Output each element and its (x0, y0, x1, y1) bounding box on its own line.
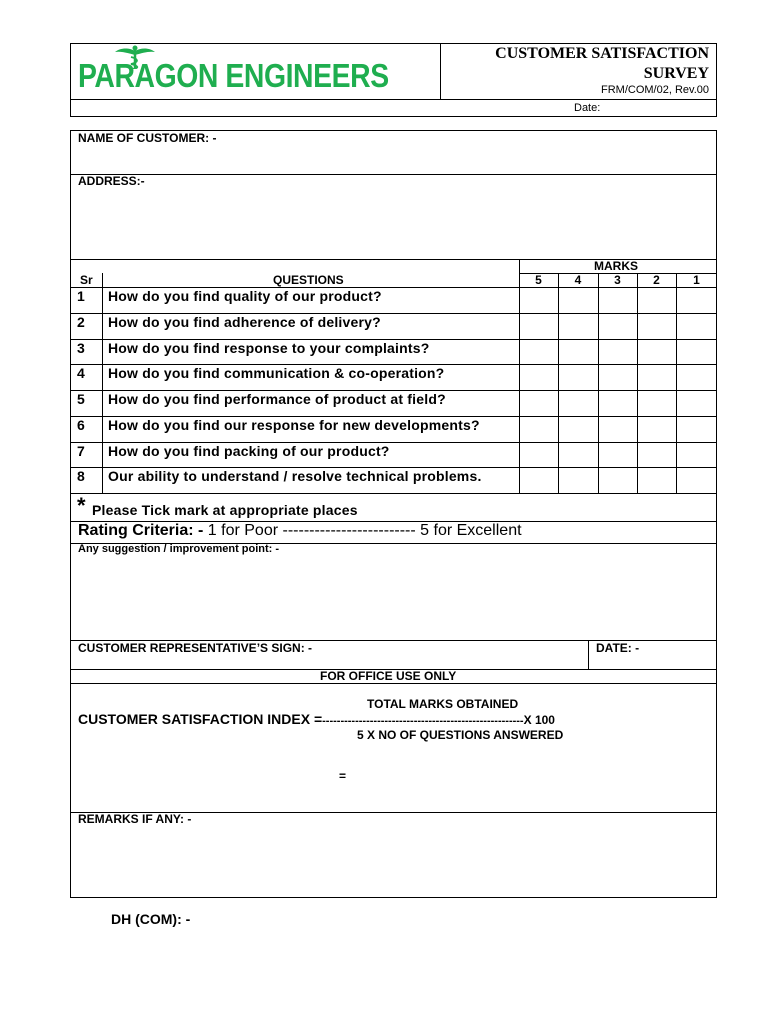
mark-checkbox-5[interactable] (519, 339, 558, 365)
mark-checkbox-4[interactable] (558, 339, 598, 365)
divider (102, 273, 103, 493)
rating-scale: 1 for Poor ------------------------- 5 for Excellent (207, 522, 522, 539)
mark-checkbox-3[interactable] (598, 287, 637, 313)
mark-checkbox-3[interactable] (598, 467, 637, 493)
mark-checkbox-2[interactable] (637, 416, 676, 442)
mark-checkbox-5[interactable] (519, 442, 558, 468)
question-text: How do you find quality of our product? (108, 288, 382, 304)
mark-checkbox-2[interactable] (637, 287, 676, 313)
mark-checkbox-2[interactable] (637, 339, 676, 365)
marks-column-header: 3 (614, 273, 621, 287)
mark-checkbox-1[interactable] (676, 313, 717, 339)
marks-column-header: 2 (653, 273, 660, 287)
mark-checkbox-4[interactable] (558, 390, 598, 416)
denominator-label: 5 X NO OF QUESTIONS ANSWERED (357, 728, 564, 742)
csi-dashes: ------------------------------------------------------- (322, 715, 524, 727)
mark-checkbox-5[interactable] (519, 416, 558, 442)
divider (588, 640, 589, 669)
rating-criteria (78, 522, 522, 540)
question-text: How do you find packing of our product? (108, 442, 390, 459)
header-date-row (70, 99, 717, 117)
question-text: How do you find performance of product at field? (108, 391, 446, 407)
doc-number: FRM/COM/02, Rev.00 (601, 84, 709, 96)
mark-checkbox-5[interactable] (519, 467, 558, 493)
question-sr: 7 (77, 442, 85, 459)
mark-checkbox-3[interactable] (598, 364, 637, 390)
mark-checkbox-4[interactable] (558, 313, 598, 339)
question-sr: 1 (77, 288, 85, 304)
mark-checkbox-3[interactable] (598, 416, 637, 442)
question-sr: 4 (77, 365, 85, 382)
mark-checkbox-4[interactable] (558, 287, 598, 313)
question-sr: 2 (77, 313, 85, 330)
mark-checkbox-5[interactable] (519, 287, 558, 313)
question-text: Our ability to understand / resolve technical problems. (108, 468, 482, 485)
remarks-label: REMARKS IF ANY: - (78, 812, 192, 826)
question-text: How do you find adherence of delivery? (108, 313, 381, 330)
mark-checkbox-2[interactable] (637, 467, 676, 493)
mark-checkbox-4[interactable] (558, 364, 598, 390)
dh-com-label: DH (COM): - (111, 911, 191, 927)
mark-checkbox-1[interactable] (676, 287, 717, 313)
question-text: How do you find our response for new developments? (108, 416, 480, 433)
date-sign-label: DATE: - (596, 641, 640, 655)
mark-checkbox-5[interactable] (519, 390, 558, 416)
mark-checkbox-4[interactable] (558, 442, 598, 468)
title-box (440, 43, 717, 100)
mark-checkbox-2[interactable] (637, 442, 676, 468)
row-divider (71, 493, 716, 494)
csi-multiplier: X 100 (523, 713, 555, 727)
question-sr: 8 (77, 468, 85, 485)
sr-header: Sr (80, 273, 93, 287)
question-text: How do you find communication & co-operation? (108, 365, 445, 382)
question-sr: 5 (77, 391, 85, 407)
survey-form (70, 130, 717, 898)
mark-checkbox-2[interactable] (637, 390, 676, 416)
marks-header: MARKS (594, 259, 638, 273)
question-sr: 6 (77, 416, 85, 433)
mark-checkbox-5[interactable] (519, 364, 558, 390)
equals-sign: = (339, 769, 347, 783)
tick-note: Please Tick mark at appropriate places (92, 502, 358, 518)
mark-checkbox-1[interactable] (676, 467, 717, 493)
divider (71, 174, 716, 175)
tick-star: * (77, 493, 86, 518)
mark-checkbox-1[interactable] (676, 364, 717, 390)
mark-checkbox-2[interactable] (637, 313, 676, 339)
marks-column-header: 4 (574, 273, 582, 287)
mark-checkbox-1[interactable] (676, 390, 717, 416)
mark-checkbox-1[interactable] (676, 416, 717, 442)
csi-formula (78, 711, 555, 729)
divider (71, 683, 716, 684)
question-sr: 3 (77, 339, 85, 356)
mark-checkbox-3[interactable] (598, 390, 637, 416)
marks-column-header: 1 (693, 273, 700, 287)
address-label: ADDRESS:- (78, 174, 145, 188)
mark-checkbox-4[interactable] (558, 467, 598, 493)
mark-checkbox-2[interactable] (637, 364, 676, 390)
mark-checkbox-3[interactable] (598, 339, 637, 365)
suggestion-label: Any suggestion / improvement point: - (78, 543, 280, 555)
mark-checkbox-4[interactable] (558, 416, 598, 442)
mark-checkbox-3[interactable] (598, 442, 637, 468)
total-marks-label: TOTAL MARKS OBTAINED (367, 697, 519, 711)
question-text: How do you find response to your complaints? (108, 339, 430, 356)
mark-checkbox-3[interactable] (598, 313, 637, 339)
questions-header: QUESTIONS (273, 273, 344, 287)
name-of-customer-label: NAME OF CUSTOMER: - (78, 131, 217, 145)
form-title: CUSTOMER SATISFACTION (495, 45, 709, 62)
marks-column-header: 5 (535, 273, 542, 287)
csi-label: CUSTOMER SATISFACTION INDEX = (78, 711, 323, 727)
company-logo (70, 43, 441, 100)
company-name: PARAGON ENGINEERS (78, 57, 389, 94)
mark-checkbox-1[interactable] (676, 442, 717, 468)
office-use-label: FOR OFFICE USE ONLY (320, 669, 457, 683)
mark-checkbox-5[interactable] (519, 313, 558, 339)
mark-checkbox-1[interactable] (676, 339, 717, 365)
rep-sign-label: CUSTOMER REPRESENTATIVE’S SIGN: - (78, 641, 313, 655)
rating-label: Rating Criteria: - (78, 522, 204, 539)
form-title-line2: SURVEY (643, 65, 709, 82)
header-date-label: Date: (574, 102, 601, 114)
